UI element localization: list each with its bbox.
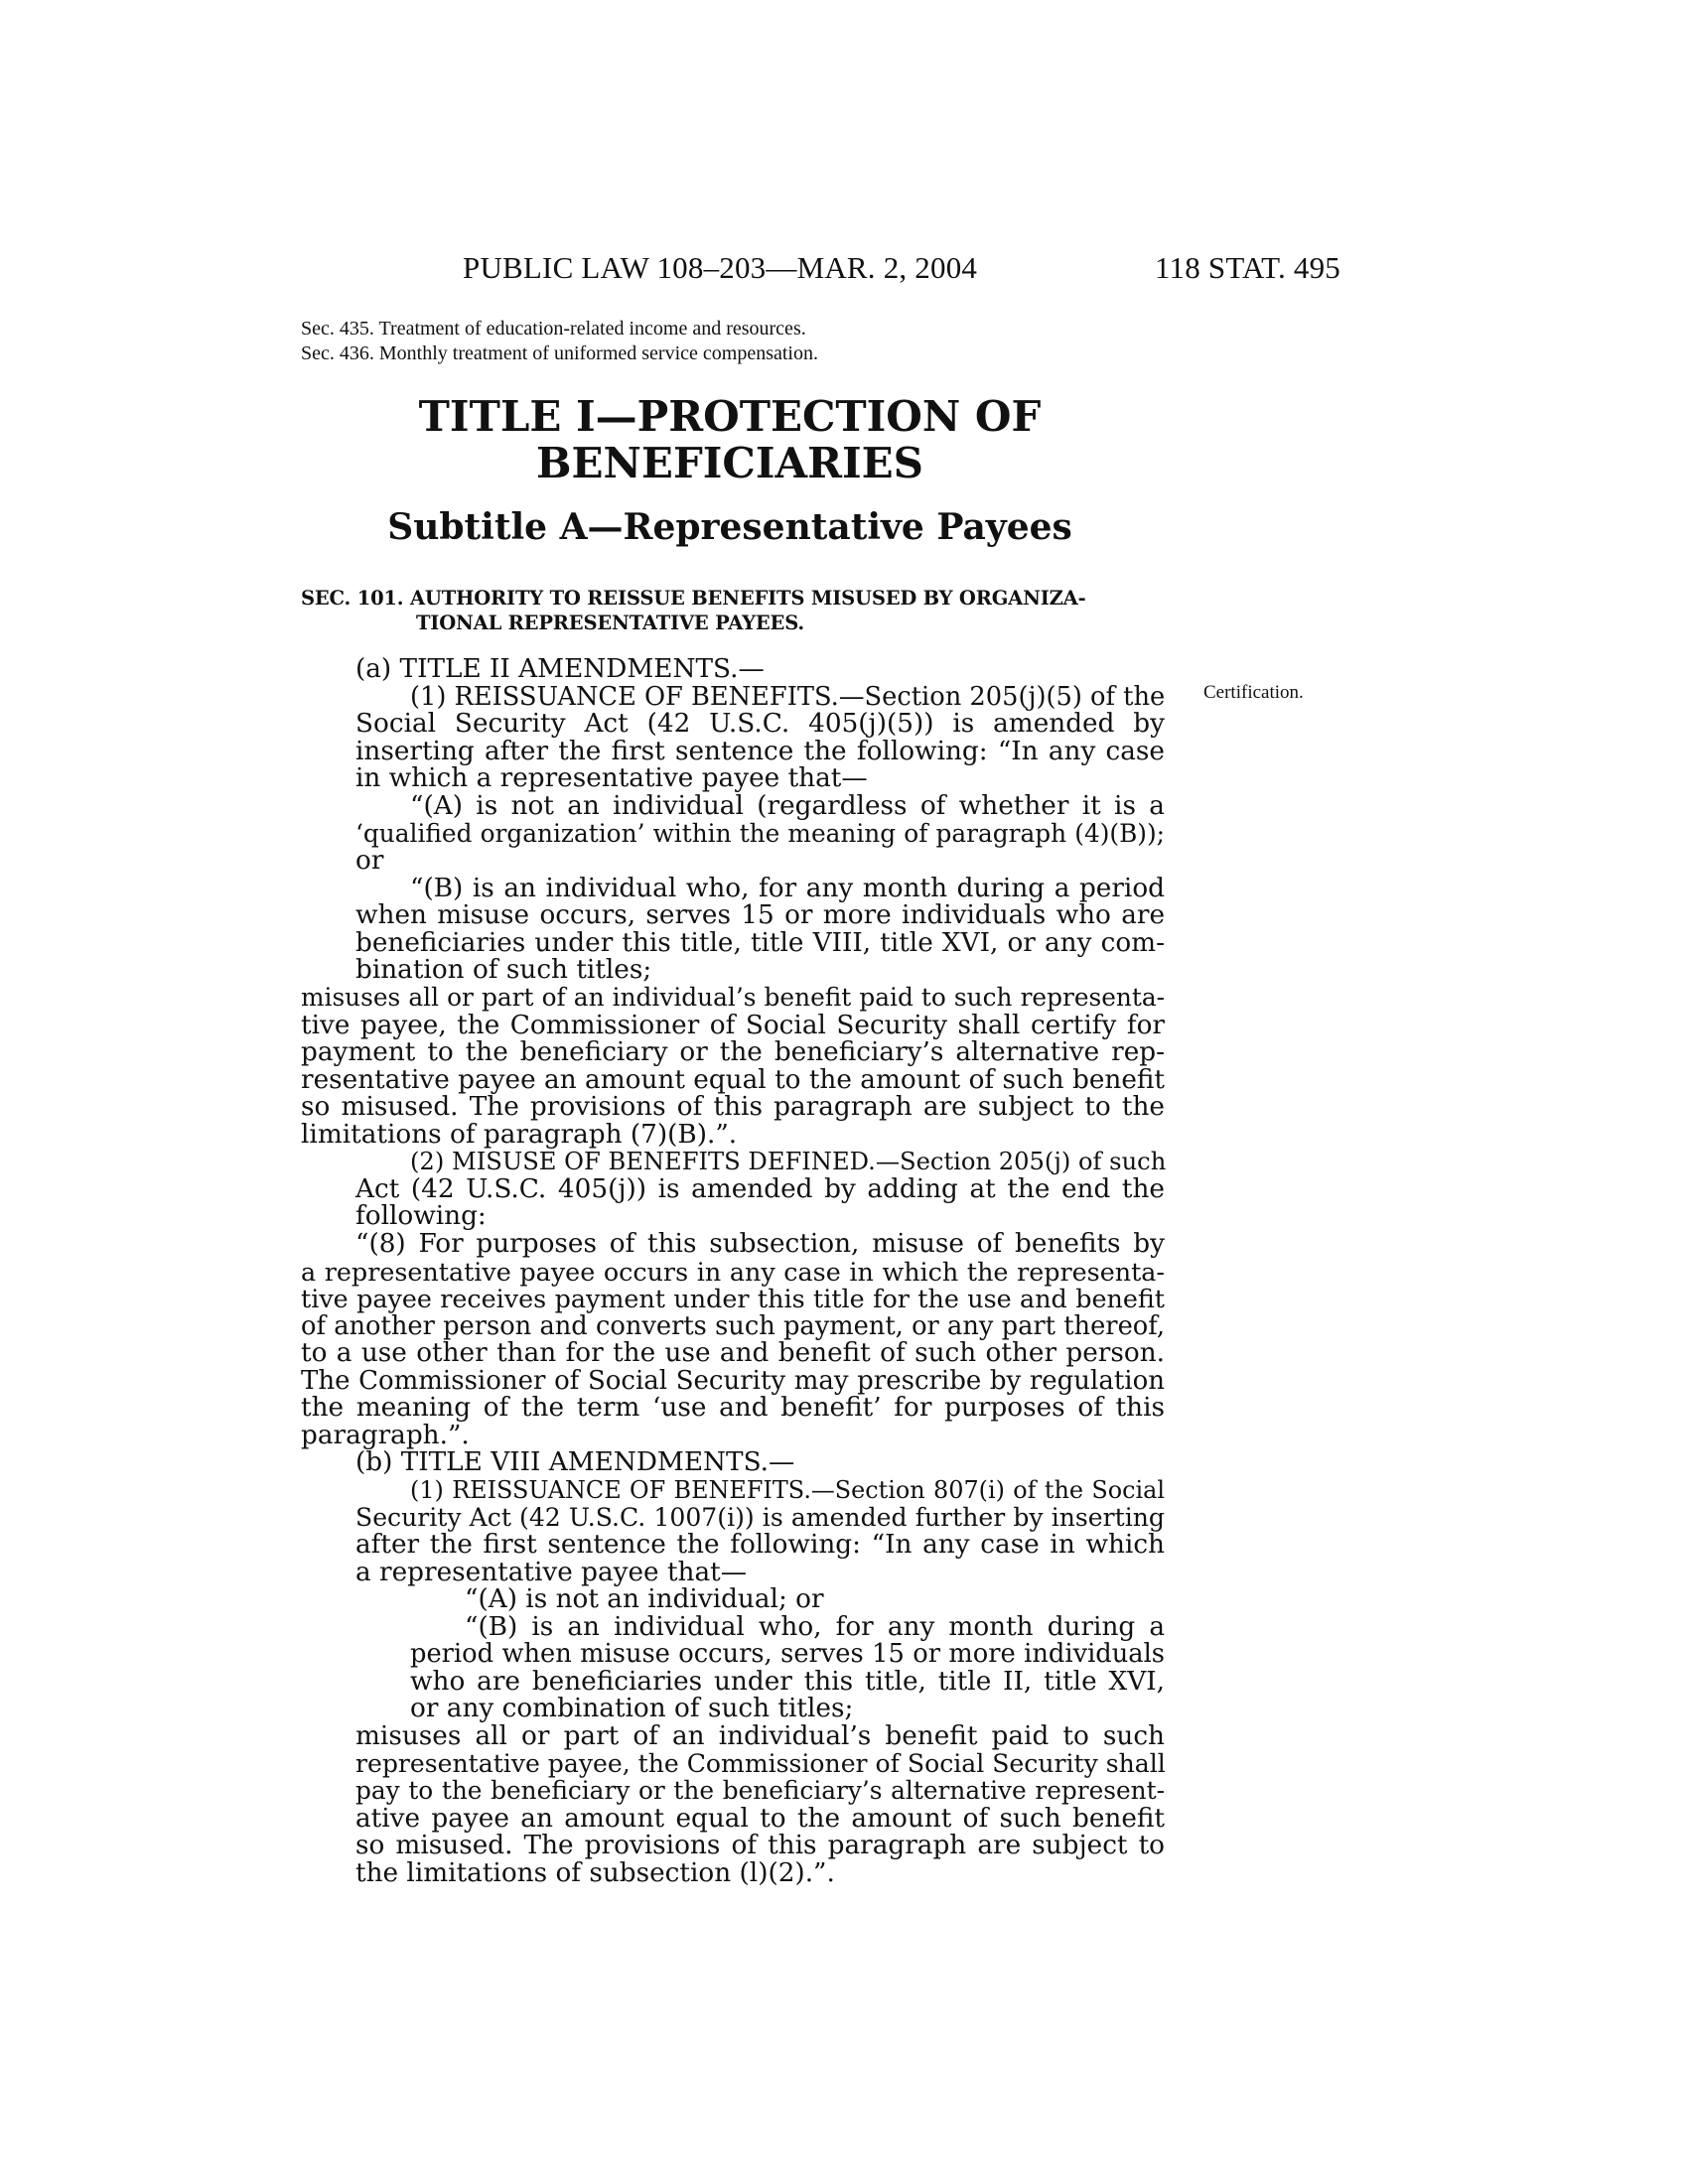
body-line: representative payee, the Commissioner of Social Security shall [355,1749,1166,1778]
body-line: “(A) is not an individual (regardless of whether it is a [410,791,1165,821]
body-line: The Commissioner of Social Security may prescribe by regulation [301,1366,1165,1396]
body-line: a representative payee that— [355,1558,748,1587]
body-line: of another person and converts such payment, or any part thereof, [301,1311,1165,1341]
margin-note: Certification. [1203,682,1304,703]
body-line: so misused. The provisions of this paragraph are subject to the [301,1092,1165,1122]
statute-page-number: 118 STAT. 495 [1155,250,1340,285]
body-line: bination of such titles; [355,955,652,985]
body-line: “(8) For purposes of this subsection, misuse of benefits by [355,1229,1165,1259]
body-line: so misused. The provisions of this paragraph are subject to [355,1831,1165,1860]
body-line: to a use other than for the use and benefit of such other person. [301,1338,1165,1368]
body-line: (2) MISUSE OF BENEFITS DEFINED.—Section 205(j) of such [410,1148,1167,1175]
body-line: limitations of paragraph (7)(B).”. [301,1120,738,1150]
body-line: following: [355,1201,487,1231]
subtitle-heading: Subtitle A—Representative Payees [387,506,1072,548]
title-heading-line-1: TITLE I—PROTECTION OF [418,392,1042,441]
body-line: “(A) is not an individual; or [465,1584,824,1614]
section-heading-line-2: TIONAL REPRESENTATIVE PAYEES. [416,612,804,634]
body-line: payment to the beneficiary or the beneficiary’s alternative rep- [301,1037,1165,1067]
body-line: when misuse occurs, serves 15 or more individuals who are [355,900,1165,930]
body-line: (1) REISSUANCE OF BENEFITS.—Section 807(i) of the Social [410,1476,1165,1504]
body-line: after the first sentence the following: “In any case in which [355,1530,1165,1560]
body-line: “(B) is an individual who, for any month during a period [410,874,1165,903]
body-line: (b) TITLE VIII AMENDMENTS.— [355,1447,795,1477]
body-line: ative payee an amount equal to the amount of such benefit [355,1804,1165,1834]
toc-entry: Sec. 436. Monthly treatment of uniformed service compensation. [301,342,818,364]
body-line: who are beneficiaries under this title, title II, title XVI, [410,1667,1165,1697]
body-line: the limitations of subsection (l)(2).”. [355,1858,835,1888]
body-line: inserting after the first sentence the following: “In any case [355,737,1165,766]
body-line: tive payee receives payment under this title for the use and benefit [301,1284,1165,1313]
title-heading-line-2: BENEFICIARIES [536,439,923,487]
body-line: Security Act (42 U.S.C. 1007(i)) is amended further by inserting [355,1503,1165,1532]
body-line: beneficiaries under this title, title VIII, title XVI, or any com- [355,928,1165,958]
body-line: misuses all or part of an individual’s benefit paid to such representa- [301,983,1165,1012]
body-line: pay to the beneficiary or the beneficiary’s alternative represent- [355,1776,1165,1805]
body-line: (a) TITLE II AMENDMENTS.— [355,654,765,684]
toc-entry: Sec. 435. Treatment of education-related income and resources. [301,318,806,340]
body-line: or [355,846,384,876]
body-line: paragraph.”. [301,1421,470,1450]
running-header-title: PUBLIC LAW 108–203—MAR. 2, 2004 [463,250,978,285]
body-line: the meaning of the term ‘use and benefit’ for purposes of this [301,1393,1165,1423]
body-line: resentative payee an amount equal to the amount of such benefit [301,1065,1165,1095]
body-line: tive payee, the Commissioner of Social Security shall certify for [301,1011,1165,1040]
body-line: ‘qualified organization’ within the meaning of paragraph (4)(B)); [355,819,1165,848]
body-line: in which a representative payee that— [355,763,868,793]
body-line: “(B) is an individual who, for any month during a [465,1612,1165,1642]
body-line: misuses all or part of an individual’s benefit paid to such [355,1721,1165,1751]
body-line: (1) REISSUANCE OF BENEFITS.—Section 205(j)(5) of the [410,682,1166,712]
body-line: Act (42 U.S.C. 405(j)) is amended by adding at the end the [355,1174,1165,1204]
body-line: period when misuse occurs, serves 15 or more individuals [410,1639,1165,1669]
body-line: Social Security Act (42 U.S.C. 405(j)(5)) is amended by [355,709,1165,739]
body-line: or any combination of such titles; [410,1694,854,1723]
section-heading-line-1: SEC. 101. AUTHORITY TO REISSUE BENEFITS MISUSED BY ORGANIZA- [301,587,1086,610]
body-line: a representative payee occurs in any case in which the representa- [301,1257,1165,1287]
